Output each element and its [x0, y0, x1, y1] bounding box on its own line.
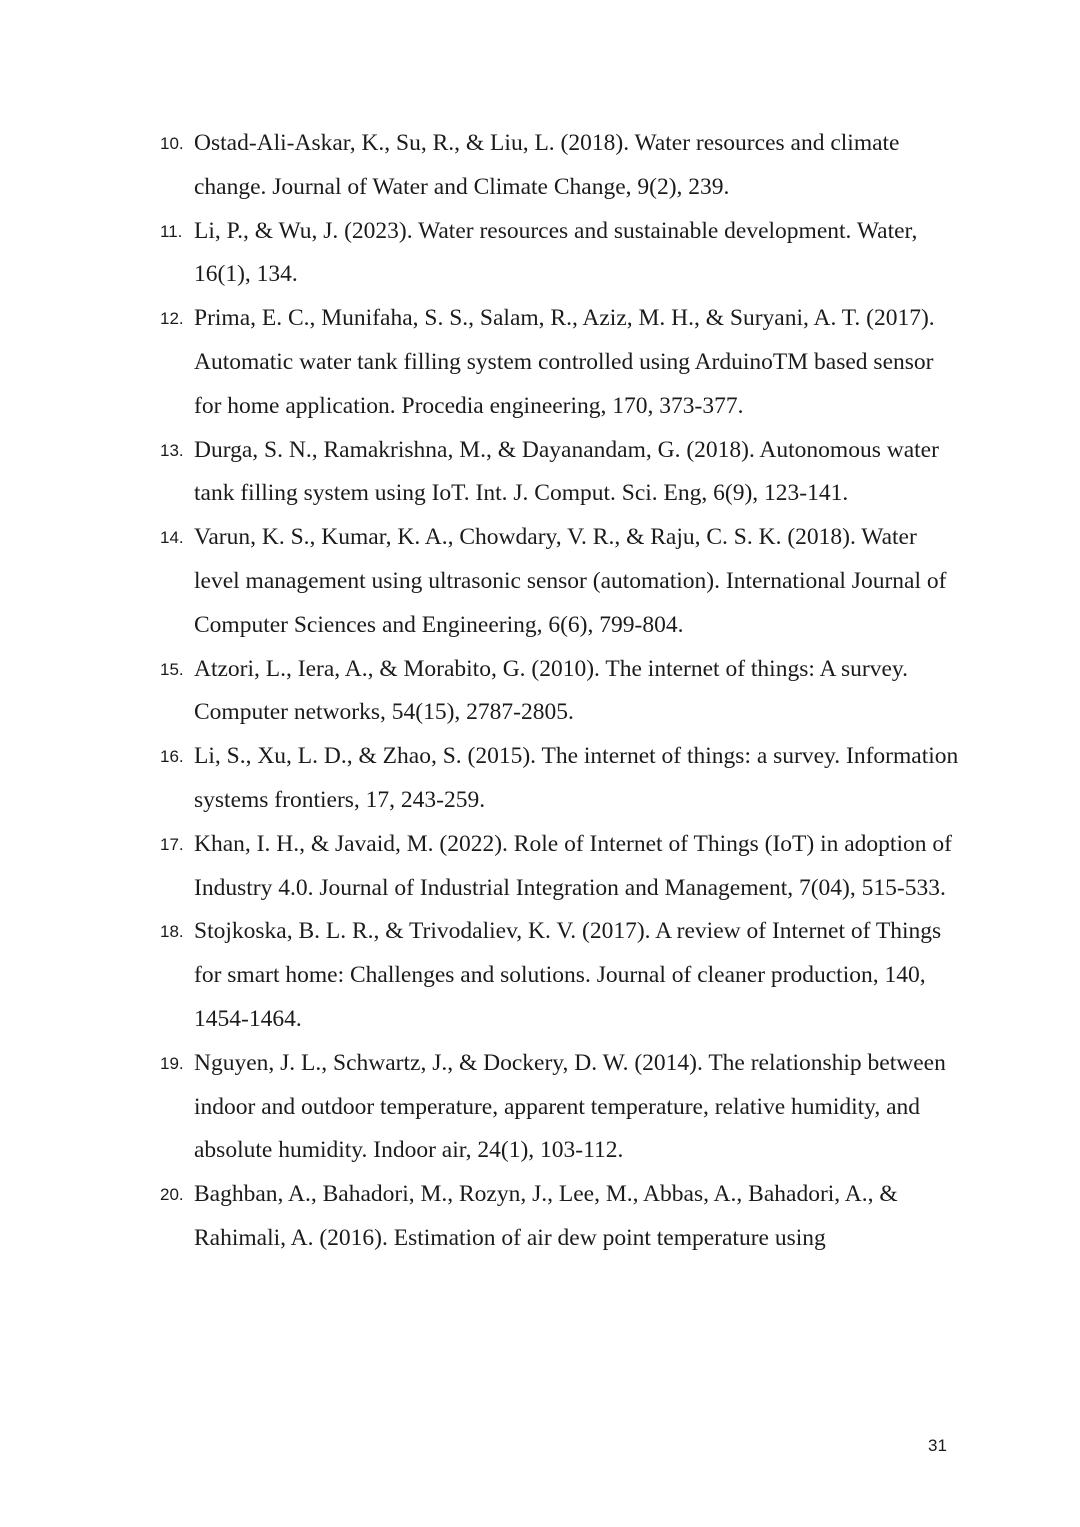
reference-number: 20.: [160, 1185, 184, 1205]
reference-item: [160, 1173, 960, 1261]
reference-text: Ostad-Ali-Askar, K., Su, R., & Liu, L. (2018). Water resources and climate change. Journal of Water and Climate Change, 9(2), 239.: [194, 130, 900, 200]
reference-number: 17.: [160, 834, 184, 854]
reference-item: [160, 210, 960, 298]
reference-item: [160, 429, 960, 517]
reference-text: Stojkoska, B. L. R., & Trivodaliev, K. V. (2017). A review of Internet of Things for smart home: Challenges and solutions. Journal of cleaner production, 140, 1454-1464.: [194, 918, 942, 1032]
reference-item: [160, 735, 960, 823]
reference-number: 10.: [160, 134, 184, 153]
page-number: 31: [928, 1436, 947, 1455]
reference-item: [160, 297, 960, 428]
reference-number: 19.: [160, 1053, 184, 1073]
reference-text: Prima, E. C., Munifaha, S. S., Salam, R., Aziz, M. H., & Suryani, A. T. (2017). Automatic water tank filling system controlled using ArduinoTM based sensor for home application. Procedia engineering, 170, 373-377.: [194, 305, 935, 419]
reference-list: [160, 122, 960, 1261]
reference-number: 11.: [160, 221, 183, 241]
reference-item: [160, 516, 960, 647]
reference-item: [160, 122, 960, 210]
reference-number: 18.: [160, 922, 184, 942]
reference-text: Atzori, L., Iera, A., & Morabito, G. (2010). The internet of things: A survey. Computer networks, 54(15), 2787-2805.: [194, 655, 909, 726]
reference-text: Baghban, A., Bahadori, M., Rozyn, J., Lee, M., Abbas, A., Bahadori, A., & Rahimali, A. (2016). Estimation of air dew point temperature using: [194, 1181, 898, 1251]
reference-text: Li, S., Xu, L. D., & Zhao, S. (2015). The internet of things: a survey. Information systems frontiers, 17, 243-259.: [194, 743, 959, 813]
reference-item: [160, 823, 960, 911]
reference-text: Durga, S. N., Ramakrishna, M., & Dayanandam, G. (2018). Autonomous water tank filling system using IoT. Int. J. Comput. Sci. Eng, 6(9), 123-141.: [194, 436, 939, 507]
reference-item: [160, 910, 960, 1041]
reference-number: 13.: [160, 440, 184, 460]
reference-item: [160, 1042, 960, 1173]
reference-text: Li, P., & Wu, J. (2023). Water resources and sustainable development. Water, 16(1), 134.: [194, 217, 918, 288]
reference-number: 15.: [160, 659, 184, 679]
reference-number: 14.: [160, 528, 184, 548]
reference-text: Nguyen, J. L., Schwartz, J., & Dockery, D. W. (2014). The relationship between indoor and outdoor temperature, apparent temperature, relative humidity, and absolute humidity. Indoor air, 24(1), 103-112.: [194, 1049, 946, 1164]
reference-text: Varun, K. S., Kumar, K. A., Chowdary, V. R., & Raju, C. S. K. (2018). Water level management using ultrasonic sensor (automation). International Journal of Computer Sciences and Engineering, 6(6), 799-804.: [194, 524, 947, 638]
reference-number: 16.: [160, 747, 184, 767]
reference-text: Khan, I. H., & Javaid, M. (2022). Role of Internet of Things (IoT) in adoption of Industry 4.0. Journal of Industrial Integration and Management, 7(04), 515-533.: [194, 830, 952, 901]
reference-number: 12.: [160, 309, 184, 329]
reference-item: [160, 648, 960, 736]
